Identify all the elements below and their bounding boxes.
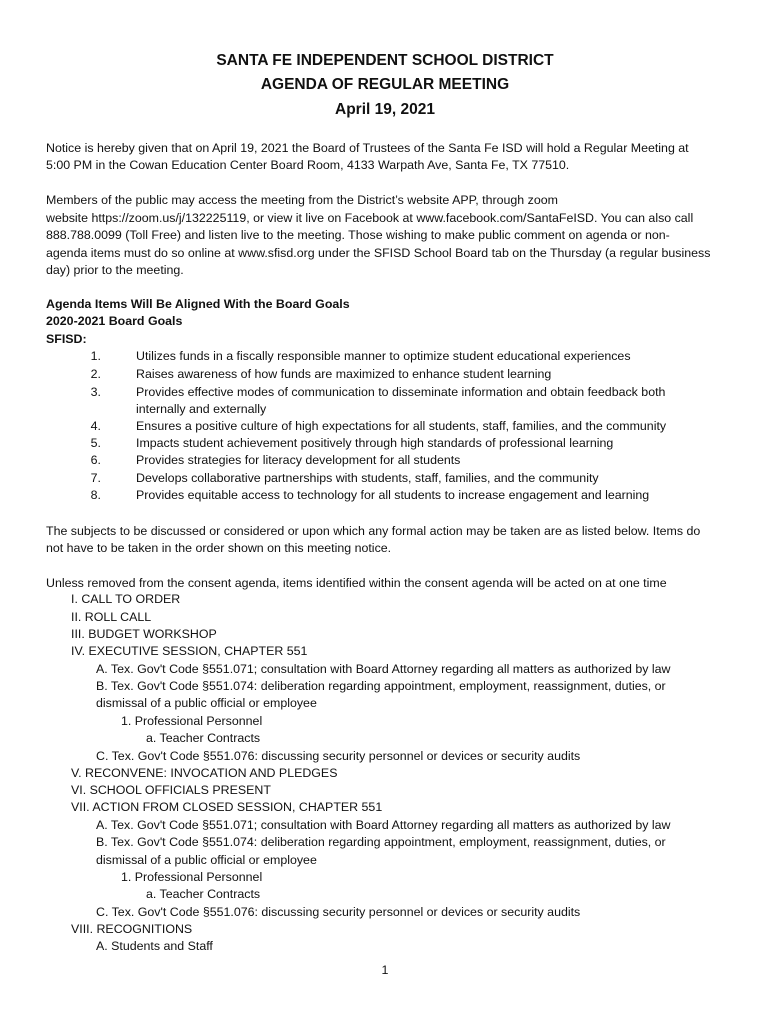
agenda-subitem: A. Tex. Gov't Code §551.071; consultation with Board Attorney regarding all matters as authorized by law xyxy=(96,662,671,676)
consent-agenda-note: Unless removed from the consent agenda, items identified within the consent agenda will be acted on at one time xyxy=(46,576,667,590)
agenda-subitem-continuation: dismissal of a public official or employee xyxy=(96,853,317,867)
agenda-subsubitem: 1. Professional Personnel xyxy=(121,714,263,728)
agenda-item: IV. EXECUTIVE SESSION, CHAPTER 551 xyxy=(71,644,308,658)
goal-text: Provides effective modes of communication to disseminate information and obtain feedback both xyxy=(136,385,666,399)
meeting-date: April 19, 2021 xyxy=(335,101,435,118)
subjects-line: The subjects to be discussed or considered or upon which any formal action may be taken are as listed below. Items do xyxy=(46,524,701,538)
goals-heading: Agenda Items Will Be Aligned With the Board Goals xyxy=(46,297,350,311)
agenda-item: I. CALL TO ORDER xyxy=(71,592,181,606)
notice-line: 5:00 PM in the Cowan Education Center Board Room, 4133 Warpath Ave, Santa Fe, TX 77510. xyxy=(46,158,570,172)
agenda-item: V. RECONVENE: INVOCATION AND PLEDGES xyxy=(71,766,338,780)
goal-text: Develops collaborative partnerships with students, staff, families, and the community xyxy=(136,471,599,485)
public-access-line: day) prior to the meeting. xyxy=(46,263,184,277)
agenda-item: VI. SCHOOL OFFICIALS PRESENT xyxy=(71,783,271,797)
agenda-subitem: C. Tex. Gov't Code §551.076: discussing security personnel or devices or security audits xyxy=(96,749,581,763)
public-access-line: Members of the public may access the meeting from the District’s website APP, through zoom xyxy=(46,193,558,207)
agenda-subitem: C. Tex. Gov't Code §551.076: discussing security personnel or devices or security audits xyxy=(96,905,581,919)
agenda-subsubitem: 1. Professional Personnel xyxy=(121,870,263,884)
goal-number: 1. xyxy=(90,349,101,363)
goal-text: Provides equitable access to technology for all students to increase engagement and learning xyxy=(136,488,650,502)
notice-line: Notice is hereby given that on April 19, 2021 the Board of Trustees of the Santa Fe ISD will hold a Regular Meeting at xyxy=(46,141,689,155)
agenda-subitem: A. Students and Staff xyxy=(96,939,213,953)
page-number: 1 xyxy=(381,963,389,977)
agenda-item: II. ROLL CALL xyxy=(71,610,152,624)
goals-sfisd-heading: SFISD: xyxy=(46,332,87,346)
goal-text-continuation: internally and externally xyxy=(136,402,267,416)
district-title: SANTA FE INDEPENDENT SCHOOL DISTRICT xyxy=(216,52,554,69)
public-access-line: agenda items must do so online at www.sfisd.org under the SFISD School Board tab on the Thursday (a regular business xyxy=(46,246,711,260)
goal-number: 4. xyxy=(90,419,101,433)
goal-text: Utilizes funds in a fiscally responsible manner to optimize student educational experiences xyxy=(136,349,631,363)
agenda-item: VIII. RECOGNITIONS xyxy=(71,922,193,936)
goal-text: Ensures a positive culture of high expectations for all students, staff, families, and the community xyxy=(136,419,667,433)
agenda-item: VII. ACTION FROM CLOSED SESSION, CHAPTER 551 xyxy=(71,800,383,814)
goal-number: 8. xyxy=(90,488,101,502)
goal-number: 3. xyxy=(90,385,101,399)
goal-text: Impacts student achievement positively through high standards of professional learning xyxy=(136,436,614,450)
goals-year-heading: 2020-2021 Board Goals xyxy=(46,314,183,328)
subjects-line: not have to be taken in the order shown on this meeting notice. xyxy=(46,541,392,555)
agenda-subsubsubitem: a. Teacher Contracts xyxy=(146,731,261,745)
goal-number: 5. xyxy=(90,436,101,450)
goal-number: 7. xyxy=(90,471,101,485)
public-access-line: website https://zoom.us/j/132225119, or view it live on Facebook at www.facebook.com/SantaFeISD. You can also call xyxy=(46,211,694,225)
agenda-subitem-continuation: dismissal of a public official or employee xyxy=(96,696,317,710)
goal-number: 2. xyxy=(90,367,101,381)
public-access-line: 888.788.0099 (Toll Free) and listen live to the meeting. Those wishing to make public comment on agenda or non- xyxy=(46,228,670,242)
goal-text: Raises awareness of how funds are maximized to enhance student learning xyxy=(136,367,552,381)
agenda-subsubsubitem: a. Teacher Contracts xyxy=(146,887,261,901)
goal-number: 6. xyxy=(90,453,101,467)
agenda-subitem: B. Tex. Gov't Code §551.074: deliberation regarding appointment, employment, reassignment, duties, or xyxy=(96,835,666,849)
agenda-subitem: A. Tex. Gov't Code §551.071; consultation with Board Attorney regarding all matters as authorized by law xyxy=(96,818,671,832)
agenda-subitem: B. Tex. Gov't Code §551.074: deliberation regarding appointment, employment, reassignment, duties, or xyxy=(96,679,666,693)
agenda-title: AGENDA OF REGULAR MEETING xyxy=(260,76,510,93)
goal-text: Provides strategies for literacy development for all students xyxy=(136,453,461,467)
agenda-item: III. BUDGET WORKSHOP xyxy=(71,627,217,641)
